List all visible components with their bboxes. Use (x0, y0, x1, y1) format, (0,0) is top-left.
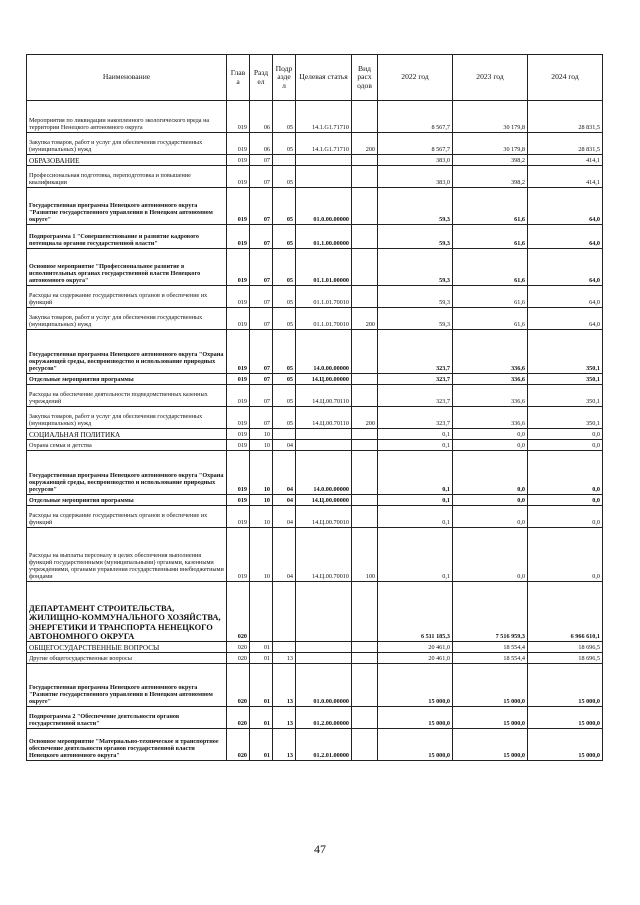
row-podrazdel: 13 (273, 653, 296, 664)
table-row (27, 642, 603, 653)
header-podrazdel: Подр азде л (273, 55, 296, 101)
row-value-2023: 0,0 (453, 440, 528, 451)
row-target: 01.1.00.00000 (296, 225, 352, 249)
row-vid (352, 385, 378, 407)
row-glava: 020 (227, 653, 250, 664)
row-vid: 200 (352, 133, 378, 155)
row-name: СОЦИАЛЬНАЯ ПОЛИТИКА (27, 429, 227, 440)
row-value-2024: 6 966 610,1 (528, 582, 603, 642)
row-target: 14.0.00.00000 (296, 451, 352, 495)
row-value-2023: 0,0 (453, 506, 528, 528)
row-value-2023: 30 179,8 (453, 101, 528, 133)
table-row (27, 286, 603, 308)
row-value-2023: 398,2 (453, 155, 528, 166)
row-podrazdel: 05 (273, 225, 296, 249)
row-razdel: 07 (250, 155, 273, 166)
table-row (27, 506, 603, 528)
row-name: Основное мероприятие "Материально-техническое и транспортное обеспечение деятельности органов государственной власти Ненецкого автономного округа" (27, 729, 227, 761)
row-vid (352, 429, 378, 440)
row-razdel: 01 (250, 729, 273, 761)
row-value-2024: 64,0 (528, 308, 603, 330)
row-value-2023: 18 554,4 (453, 653, 528, 664)
row-podrazdel (273, 582, 296, 642)
row-podrazdel (273, 155, 296, 166)
row-value-2023: 15 000,0 (453, 707, 528, 729)
row-glava: 019 (227, 286, 250, 308)
table-row (27, 101, 603, 133)
row-razdel: 07 (250, 166, 273, 188)
row-value-2023: 336,6 (453, 407, 528, 429)
row-value-2023: 61,6 (453, 286, 528, 308)
row-target (296, 653, 352, 664)
row-value-2024: 414,1 (528, 155, 603, 166)
row-razdel: 10 (250, 429, 273, 440)
table-row (27, 249, 603, 286)
row-glava: 019 (227, 308, 250, 330)
row-glava: 020 (227, 642, 250, 653)
row-glava: 019 (227, 330, 250, 374)
row-vid (352, 101, 378, 133)
row-target: 14.1.G1.71710 (296, 101, 352, 133)
row-value-2022: 15 000,0 (378, 707, 453, 729)
row-vid: 200 (352, 407, 378, 429)
row-value-2023: 61,6 (453, 308, 528, 330)
row-target: 01.2.01.00000 (296, 729, 352, 761)
row-razdel: 07 (250, 374, 273, 385)
row-name: Мероприятия по ликвидации накопленного экологического вреда на территории Ненецкого автономного округа (27, 101, 227, 133)
budget-table (26, 54, 603, 761)
row-target: 14.1.G1.71710 (296, 133, 352, 155)
row-value-2023: 0,0 (453, 495, 528, 506)
row-vid (352, 166, 378, 188)
row-value-2024: 28 831,5 (528, 101, 603, 133)
row-value-2022: 0,1 (378, 429, 453, 440)
row-target: 14.Ц.00.00000 (296, 374, 352, 385)
row-target: 14.0.00.00000 (296, 330, 352, 374)
header-name: Наименование (27, 55, 227, 101)
row-glava: 020 (227, 582, 250, 642)
row-glava: 019 (227, 374, 250, 385)
row-name: Другие общегосударственные вопросы (27, 653, 227, 664)
row-value-2024: 350,1 (528, 407, 603, 429)
row-podrazdel: 05 (273, 101, 296, 133)
row-value-2022: 59,3 (378, 225, 453, 249)
row-value-2022: 0,1 (378, 495, 453, 506)
row-value-2023: 336,6 (453, 385, 528, 407)
row-vid (352, 225, 378, 249)
row-value-2024: 28 831,5 (528, 133, 603, 155)
row-vid (352, 374, 378, 385)
row-podrazdel: 05 (273, 308, 296, 330)
row-vid (352, 582, 378, 642)
header-2023: 2023 год (453, 55, 528, 101)
row-name: Расходы на содержание государственных органов и обеспечение их функций (27, 286, 227, 308)
row-glava: 019 (227, 506, 250, 528)
row-podrazdel: 04 (273, 440, 296, 451)
row-razdel (250, 582, 273, 642)
header-razdel: Разд ел (250, 55, 273, 101)
table-row (27, 495, 603, 506)
row-value-2024: 15 000,0 (528, 707, 603, 729)
row-glava: 019 (227, 188, 250, 225)
row-name: Отдельные мероприятия программы (27, 374, 227, 385)
row-glava: 019 (227, 155, 250, 166)
row-name: Расходы на обеспечение деятельности подведомственных казенных учреждений (27, 385, 227, 407)
table-row (27, 451, 603, 495)
row-value-2022: 59,3 (378, 188, 453, 225)
row-value-2022: 6 511 185,3 (378, 582, 453, 642)
row-target: 14.Ц.00.70110 (296, 407, 352, 429)
row-podrazdel: 05 (273, 249, 296, 286)
row-value-2023: 7 516 959,3 (453, 582, 528, 642)
row-value-2022: 15 000,0 (378, 664, 453, 707)
row-razdel: 10 (250, 528, 273, 582)
row-target: 14.Ц.00.70010 (296, 506, 352, 528)
row-podrazdel: 05 (273, 374, 296, 385)
row-razdel: 07 (250, 225, 273, 249)
table-row (27, 330, 603, 374)
row-value-2023: 398,2 (453, 166, 528, 188)
row-glava: 020 (227, 664, 250, 707)
table-row (27, 440, 603, 451)
row-value-2023: 30 179,8 (453, 133, 528, 155)
row-podrazdel: 13 (273, 707, 296, 729)
table-row (27, 374, 603, 385)
row-name: Подпрограмма 1 "Совершенствование и развитие кадрового потенциала органов государственной власти" (27, 225, 227, 249)
row-value-2024: 18 696,5 (528, 653, 603, 664)
row-value-2022: 323,7 (378, 407, 453, 429)
row-value-2023: 336,6 (453, 330, 528, 374)
row-value-2022: 20 461,0 (378, 653, 453, 664)
row-razdel: 06 (250, 101, 273, 133)
row-glava: 019 (227, 385, 250, 407)
row-glava: 019 (227, 101, 250, 133)
row-name: ДЕПАРТАМЕНТ СТРОИТЕЛЬСТВА, ЖИЛИЩНО-КОММУНАЛЬНОГО ХОЗЯЙСТВА, ЭНЕРГЕТИКИ И ТРАНСПОРТА НЕНЕЦКОГО АВТОНОМНОГО ОКРУГА (27, 582, 227, 642)
header-vid: Вид расх одов (352, 55, 378, 101)
row-podrazdel: 04 (273, 495, 296, 506)
row-name: Расходы на выплаты персоналу в целях обеспечения выполнения функций государственными (муниципальными) органами, казенными учреждениями, органами управления государственными внебюджетными фондами (27, 528, 227, 582)
row-glava: 019 (227, 225, 250, 249)
table-row (27, 528, 603, 582)
row-target (296, 429, 352, 440)
page-number: 47 (314, 842, 326, 856)
row-target: 01.2.00.00000 (296, 707, 352, 729)
row-value-2022: 323,7 (378, 330, 453, 374)
header-2024: 2024 год (528, 55, 603, 101)
row-name: Профессиональная подготовка, переподготовка и повышение квалификации (27, 166, 227, 188)
row-glava: 019 (227, 133, 250, 155)
row-name: ОБЩЕГОСУДАРСТВЕННЫЕ ВОПРОСЫ (27, 642, 227, 653)
row-vid (352, 642, 378, 653)
row-podrazdel: 13 (273, 664, 296, 707)
row-name: Подпрограмма 2 "Обеспечение деятельности органов государственной власти" (27, 707, 227, 729)
row-name: Закупка товаров, работ и услуг для обеспечения государственных (муниципальных) нужд (27, 133, 227, 155)
table-row (27, 166, 603, 188)
row-target: 14.Ц.00.70110 (296, 385, 352, 407)
row-razdel: 10 (250, 440, 273, 451)
row-name: Государственная программа Ненецкого автономного округа "Развитие государственного управления в Ненецком автономном округе" (27, 188, 227, 225)
row-vid (352, 495, 378, 506)
row-value-2024: 350,1 (528, 330, 603, 374)
header-target: Целевая статья (296, 55, 352, 101)
row-value-2022: 8 567,7 (378, 133, 453, 155)
row-target (296, 582, 352, 642)
row-razdel: 07 (250, 308, 273, 330)
row-razdel: 07 (250, 249, 273, 286)
row-vid (352, 330, 378, 374)
row-name: Основное мероприятие "Профессиональное развитие в исполнительных органах государственной власти Ненецкого автономного округа" (27, 249, 227, 286)
row-value-2023: 15 000,0 (453, 729, 528, 761)
table-row (27, 582, 603, 642)
row-vid: 100 (352, 528, 378, 582)
row-value-2022: 0,1 (378, 506, 453, 528)
row-razdel: 01 (250, 653, 273, 664)
table-row (27, 133, 603, 155)
row-value-2024: 414,1 (528, 166, 603, 188)
row-razdel: 10 (250, 506, 273, 528)
header-glava: Глав а (227, 55, 250, 101)
row-vid (352, 249, 378, 286)
row-name: Расходы на содержание государственных органов и обеспечение их функций (27, 506, 227, 528)
row-target: 14.Ц.00.70010 (296, 528, 352, 582)
row-razdel: 10 (250, 495, 273, 506)
row-razdel: 07 (250, 188, 273, 225)
row-value-2022: 8 567,7 (378, 101, 453, 133)
row-vid (352, 188, 378, 225)
row-value-2022: 0,1 (378, 528, 453, 582)
row-value-2024: 64,0 (528, 249, 603, 286)
row-value-2024: 64,0 (528, 225, 603, 249)
row-value-2024: 0,0 (528, 429, 603, 440)
row-target (296, 166, 352, 188)
row-name: Государственная программа Ненецкого автономного округа "Охрана окружающей среды, воспроизводство и использование природных ресурсов" (27, 330, 227, 374)
row-vid (352, 664, 378, 707)
row-target: 01.1.01.70010 (296, 286, 352, 308)
row-vid: 200 (352, 308, 378, 330)
row-name: Охрана семьи и детства (27, 440, 227, 451)
row-name: ОБРАЗОВАНИЕ (27, 155, 227, 166)
row-podrazdel: 05 (273, 385, 296, 407)
row-razdel: 01 (250, 664, 273, 707)
row-target: 01.1.01.70010 (296, 308, 352, 330)
row-value-2024: 18 696,5 (528, 642, 603, 653)
header-2022: 2022 год (378, 55, 453, 101)
row-glava: 020 (227, 729, 250, 761)
row-value-2022: 59,3 (378, 308, 453, 330)
row-vid (352, 440, 378, 451)
row-value-2022: 0,1 (378, 440, 453, 451)
row-podrazdel: 05 (273, 166, 296, 188)
row-value-2024: 15 000,0 (528, 664, 603, 707)
row-razdel: 07 (250, 330, 273, 374)
table-row (27, 308, 603, 330)
row-value-2024: 0,0 (528, 506, 603, 528)
row-value-2024: 0,0 (528, 528, 603, 582)
table-row (27, 385, 603, 407)
row-vid (352, 707, 378, 729)
row-value-2022: 20 461,0 (378, 642, 453, 653)
table-row (27, 653, 603, 664)
row-glava: 019 (227, 407, 250, 429)
row-value-2024: 0,0 (528, 440, 603, 451)
table-row (27, 664, 603, 707)
row-target: 14.Ц.00.00000 (296, 495, 352, 506)
row-podrazdel (273, 642, 296, 653)
row-name: Государственная программа Ненецкого автономного округа "Развитие государственного управления в Ненецком автономном округе" (27, 664, 227, 707)
row-value-2022: 383,0 (378, 166, 453, 188)
row-value-2023: 61,6 (453, 249, 528, 286)
row-value-2023: 15 000,0 (453, 664, 528, 707)
row-vid (352, 155, 378, 166)
row-razdel: 01 (250, 642, 273, 653)
row-target: 01.0.00.00000 (296, 664, 352, 707)
row-glava: 019 (227, 451, 250, 495)
row-razdel: 07 (250, 286, 273, 308)
row-podrazdel: 05 (273, 407, 296, 429)
row-target (296, 155, 352, 166)
table-row (27, 225, 603, 249)
row-podrazdel: 05 (273, 286, 296, 308)
row-value-2022: 323,7 (378, 385, 453, 407)
row-value-2024: 15 000,0 (528, 729, 603, 761)
row-podrazdel: 05 (273, 133, 296, 155)
row-glava: 019 (227, 166, 250, 188)
row-vid (352, 286, 378, 308)
row-glava: 019 (227, 528, 250, 582)
row-razdel: 10 (250, 451, 273, 495)
row-value-2022: 59,3 (378, 286, 453, 308)
row-value-2024: 64,0 (528, 188, 603, 225)
row-value-2023: 18 554,4 (453, 642, 528, 653)
row-podrazdel (273, 429, 296, 440)
row-razdel: 01 (250, 707, 273, 729)
row-vid (352, 451, 378, 495)
row-name: Закупка товаров, работ и услуг для обеспечения государственных (муниципальных) нужд (27, 407, 227, 429)
table-row (27, 155, 603, 166)
row-podrazdel: 04 (273, 528, 296, 582)
row-name: Закупка товаров, работ и услуг для обеспечения государственных (муниципальных) нужд (27, 308, 227, 330)
row-vid (352, 653, 378, 664)
row-value-2022: 383,0 (378, 155, 453, 166)
table-header-row (27, 55, 603, 101)
row-glava: 019 (227, 495, 250, 506)
row-value-2022: 15 000,0 (378, 729, 453, 761)
row-podrazdel: 13 (273, 729, 296, 761)
row-vid (352, 506, 378, 528)
row-razdel: 06 (250, 133, 273, 155)
row-value-2023: 336,6 (453, 374, 528, 385)
row-value-2023: 0,0 (453, 528, 528, 582)
row-value-2023: 0,0 (453, 429, 528, 440)
table-row (27, 729, 603, 761)
row-target: 01.0.00.00000 (296, 188, 352, 225)
row-podrazdel: 04 (273, 506, 296, 528)
row-value-2023: 0,0 (453, 451, 528, 495)
table-row (27, 707, 603, 729)
row-glava: 019 (227, 249, 250, 286)
table-row (27, 188, 603, 225)
row-glava: 019 (227, 440, 250, 451)
row-podrazdel: 05 (273, 188, 296, 225)
row-name: Отдельные мероприятия программы (27, 495, 227, 506)
table-row (27, 429, 603, 440)
row-value-2024: 350,1 (528, 374, 603, 385)
row-value-2022: 59,3 (378, 249, 453, 286)
row-target (296, 642, 352, 653)
row-glava: 020 (227, 707, 250, 729)
table-row (27, 407, 603, 429)
row-value-2023: 61,6 (453, 225, 528, 249)
row-value-2024: 350,1 (528, 385, 603, 407)
row-podrazdel: 04 (273, 451, 296, 495)
row-value-2022: 0,1 (378, 451, 453, 495)
row-value-2024: 0,0 (528, 451, 603, 495)
row-target: 01.1.01.00000 (296, 249, 352, 286)
row-podrazdel: 05 (273, 330, 296, 374)
row-value-2022: 323,7 (378, 374, 453, 385)
row-razdel: 07 (250, 407, 273, 429)
row-razdel: 07 (250, 385, 273, 407)
row-target (296, 440, 352, 451)
row-value-2023: 61,6 (453, 188, 528, 225)
row-value-2024: 64,0 (528, 286, 603, 308)
row-vid (352, 729, 378, 761)
row-value-2024: 0,0 (528, 495, 603, 506)
row-glava: 019 (227, 429, 250, 440)
row-name: Государственная программа Ненецкого автономного округа "Охрана окружающей среды, воспроизводство и использование природных ресурсов" (27, 451, 227, 495)
